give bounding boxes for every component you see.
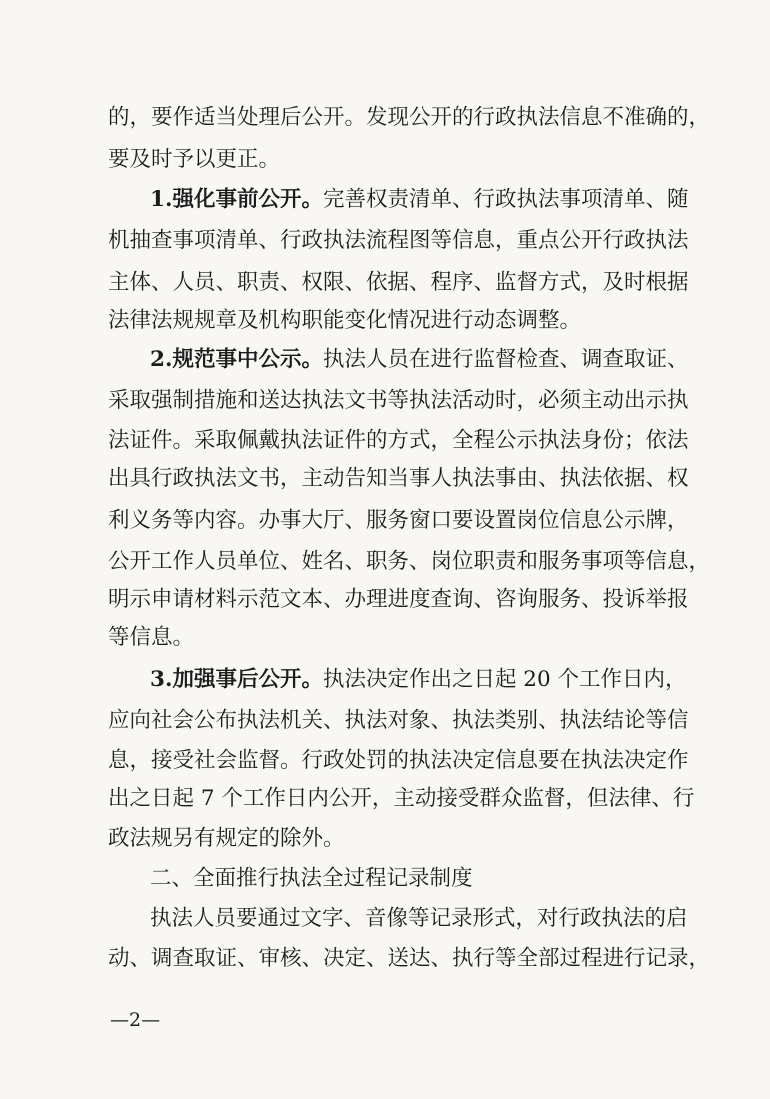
text-line: 主体、人员、职责、权限、依据、程序、监督方式，及时根据 (108, 270, 689, 295)
text-line: 等信息。 (108, 625, 195, 650)
text-line: 政法规另有规定的除外。 (108, 826, 345, 851)
page-number: —2— (110, 1009, 161, 1031)
text-line: 法证件。采取佩戴执法证件的方式，全程公示执法身份；依法 (108, 428, 689, 453)
text-line: 法律法规规章及机构职能变化情况进行动态调整。 (108, 308, 582, 333)
paragraph-1-first-line: 1.强化事前公开。完善权责清单、行政执法事项清单、随 (150, 187, 689, 212)
text-line: 公开工作人员单位、姓名、职务、岗位职责和服务事项等信息， (108, 549, 711, 574)
item-3-heading: 3.加强事后公开。 (150, 667, 323, 692)
paragraph-2-first-line: 2.规范事中公示。执法人员在进行监督检查、调查取证、 (150, 347, 689, 372)
text-line: 要及时予以更正。 (108, 147, 281, 172)
paragraph-3-first-line: 3.加强事后公开。执法决定作出之日起 20 个工作日内， (150, 667, 687, 692)
text-line: 息，接受社会监督。行政处罚的执法决定信息要在执法决定作 (108, 748, 689, 773)
text-line: 执法人员要通过文字、音像等记录形式，对行政执法的启 (150, 906, 688, 931)
text-line: 应向社会公布执法机关、执法对象、执法类别、执法结论等信 (108, 708, 689, 733)
text-line: 机抽查事项清单、行政执法流程图等信息，重点公开行政执法 (108, 228, 689, 253)
text-line: 出具行政执法文书，主动告知当事人执法事由、执法依据、权 (108, 466, 689, 491)
text-line: 出之日起 7 个工作日内公开，主动接受群众监督，但法律、行 (108, 786, 695, 811)
section-heading: 二、全面推行执法全过程记录制度 (150, 866, 473, 891)
text-line: 采取强制措施和送达执法文书等执法活动时，必须主动出示执 (108, 388, 689, 413)
item-2-heading: 2.规范事中公示。 (150, 347, 323, 372)
text-line: 利义务等内容。办事大厅、服务窗口要设置岗位信息公示牌， (108, 508, 689, 533)
item-1-heading: 1.强化事前公开。 (150, 187, 323, 212)
text-line: 明示申请材料示范文本、办理进度查询、咨询服务、投诉举报 (108, 587, 689, 612)
text-line: 的，要作适当处理后公开。发现公开的行政执法信息不准确的， (108, 105, 711, 130)
text-line: 动、调查取证、审核、决定、送达、执行等全部过程进行记录， (108, 946, 711, 971)
